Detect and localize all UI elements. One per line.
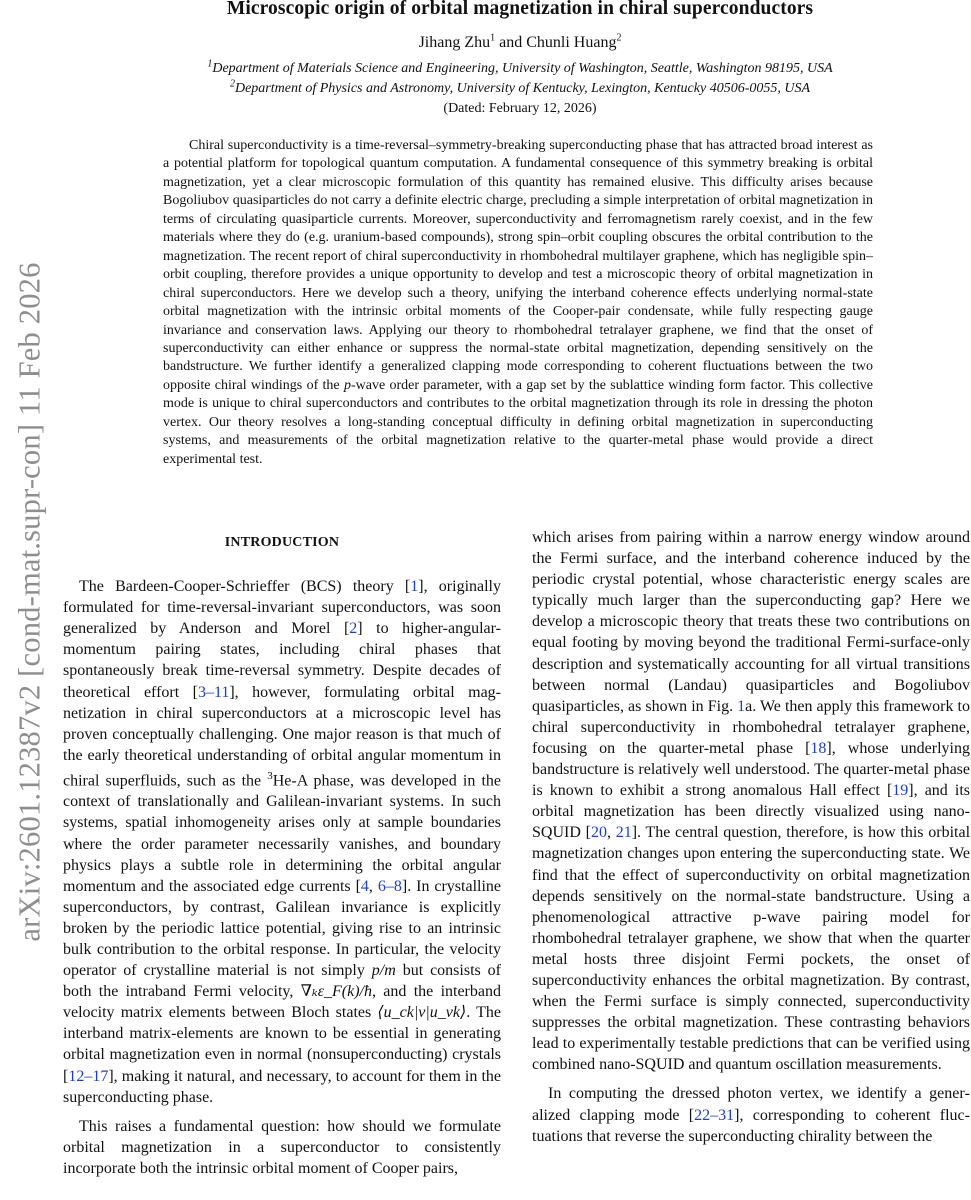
- math-expression: p/m: [371, 962, 396, 980]
- affiliation-marker: 2: [616, 32, 622, 44]
- dated-line: (Dated: February 12, 2026): [443, 101, 597, 116]
- paragraph: [63, 576, 501, 1108]
- affiliation: [80, 79, 960, 99]
- affiliation-marker: 1: [490, 32, 496, 44]
- citation-link[interactable]: 19: [892, 782, 909, 800]
- citation-link[interactable]: 3–11: [197, 683, 230, 701]
- body-text: ], however, formulating orbital magnetization in chiral superconductors at a microscopic level has proven conceptually challenging. One major reason is that much of the early theoretical understanding of orbital angular momentum in chiral superfluids, such as the: [63, 683, 501, 790]
- math-expression: ⟨u_ck|v|u_vk⟩: [377, 1004, 467, 1022]
- affiliation-number: 2: [229, 78, 235, 90]
- citation-link[interactable]: 1: [737, 697, 746, 715]
- pwave-symbol: p: [343, 377, 351, 393]
- citation-link[interactable]: 1: [410, 578, 419, 596]
- body-text: He-A phase, was developed in the context of translationally and Galilean-invariant systems. In such systems, spatial inhomogeneity arises only at sample boundaries where the order parameter necessarily vanishes, and boundary physics plays a subtle role in determining the orbital angular momentum and the associated edge currents [: [63, 772, 501, 895]
- left-column: [63, 530, 501, 1179]
- body-text: ,: [368, 877, 378, 895]
- body-text: This raises a fundamental question: how should we formulate orbital magnetization in a superconductor to consistently incorporate both the intrinsic orbital moment of Cooper pairs,: [63, 1117, 501, 1177]
- body-text: The Bardeen-Cooper-Schrieffer (BCS) theory [: [79, 578, 411, 596]
- paper-title: Microscopic origin of orbital magnetization in chiral superconductors: [226, 0, 814, 19]
- body-text: ], making it natural, and necessary, to account for them in the superconducting phase.: [63, 1067, 501, 1106]
- affiliation-text: Department of Physics and Astronomy, University of Kentucky, Lexington, Kentucky 40506-0055, USA: [234, 81, 811, 96]
- right-column: [532, 527, 970, 1147]
- body-text: . The interband matrix-elements are known to be essential in generating orbital magnetization even in normal (nonsuperconducting) crystals [: [63, 1004, 501, 1085]
- paragraph: [63, 1116, 501, 1179]
- citation-link[interactable]: 6–8: [377, 877, 402, 895]
- citation-link[interactable]: 22–31: [694, 1106, 735, 1124]
- affiliation-text: Department of Materials Science and Engineering, University of Washington, Seattle, Washington 98195, USA: [212, 61, 833, 76]
- author-name: Chunli Huang: [526, 34, 617, 51]
- abstract-text: -wave order parameter, with a gap set by the sublattice winding form factor. This collective mode is unique to chiral superconductors and contributes to the orbital magnetization through its role in dressing the photon vertex. Our theory resolves a long-standing conceptual difficulty in defining orbital magnetization in superconducting systems, and measurements of the orbital magnetization relative to the quarter-metal phase would provide a direct experimental test.: [163, 377, 874, 467]
- abstract: [163, 137, 873, 469]
- citation-link[interactable]: 20: [590, 824, 607, 842]
- affiliation-number: 1: [207, 58, 213, 70]
- arxiv-side-stamp: arXiv:2601.12387v2 [cond-mat.supr-con] 11 Feb 2026: [12, 262, 47, 942]
- body-text: ] to higher-angular-momentum pairing states, including chiral phases that spontaneously break time-reversal symmetry. Despite decades of theoretical effort [: [63, 620, 501, 701]
- body-text: ]. The central question, therefore, is how this orbital magnetization changes upon entering the superconducting state. We find that the effect of superconductivity on orbital magnetization depends sensitively on the normal-state bandstructure. Using a phenomenological attractive p-wave pairing model for rhombohedral tetralayer graphene, we show that when the quarter metal hosts three disjoint Fermi pockets, the onset of superconductivity enhances the orbital magnetization. By contrast, when the Fermi surface is simply connected, superconductivity suppresses the orbital magnetization. These contrasting behaviors lead to experimentally testable predictions that can be verified using combined nano-SQUID and quantum oscillation measurements.: [532, 824, 971, 1074]
- citation-link[interactable]: 2: [349, 620, 358, 638]
- author-list: [80, 34, 960, 52]
- citation-link[interactable]: 18: [810, 739, 827, 757]
- citation-link[interactable]: 12–17: [68, 1067, 109, 1085]
- body-text: ], corresponding to coherent fluctuations that reverse the superconducting chirality between the: [532, 1106, 970, 1145]
- body-text: ], whose underlying bandstructure is relatively well understood. The quarter-metal phase is known to exhibit a strong anomalous Hall effect [: [532, 739, 970, 800]
- body-text: , and the interband velocity matrix elements between Bloch states: [63, 983, 501, 1022]
- math-expression: ∇ₖε_F(k)/ħ: [300, 983, 372, 1001]
- title-block: [80, 0, 960, 119]
- paragraph: [532, 527, 970, 1075]
- author-name: Jihang Zhu: [418, 34, 491, 51]
- body-text: a. We then apply this framework to chiral superconductivity in rhombohedral tetralayer graphene, focusing on the quarter-metal phase [: [532, 697, 971, 757]
- paragraph: [532, 1083, 970, 1146]
- citation-link[interactable]: 4: [360, 877, 369, 895]
- body-text: but consists of both the intraband Fermi velocity,: [63, 962, 501, 1001]
- abstract-text: Chiral superconductivity is a time-reversal–symmetry-breaking superconducting phase that has attracted broad interest as a potential platform for topological quantum computation. A fundamental consequence of this symmetry breaking is orbital magnetization, yet a clear microscopic formulation of this quantity has remained elusive. This difficulty arises because Bogoliubov quasiparticles do not carry a definite electric charge, precluding a simple interpretation of orbital magnetization in terms of circulating quasiparticle currents. Moreover, superconductivity and ferromagnetism rarely coexist, and in the few materials where they do (e.g. uranium-based compounds), strong spin–orbit coupling obscures the orbital contribution to the magnetization. The recent report of chiral superconductivity in rhombohedral multilayer graphene, which has negligible spin–orbit coupling, therefore provides a unique opportunity to develop and test a microscopic theory of orbital magnetization in chiral superconductors. Here we develop such a theory, unifying the interband coherence effects underlying normal-state orbital magnetization with the intrinsic orbital moments of the Cooper-pair condensate, while fully respecting gauge invariance and conservation laws. Applying our theory to rhombohedral tetralayer graphene, we find that the onset of superconductivity can either enhance or suppress the normal-state orbital magnetization, depending sensitively on the bandstructure. We further identify a generalized clapping mode corresponding to coherent fluctuations between the two opposite chiral windings of the: [163, 138, 873, 393]
- author-conjunction: and: [495, 34, 527, 51]
- body-text: ], and its orbital magnetization has been directly visualized using nano-SQUID [: [532, 782, 970, 842]
- body-text: ,: [606, 824, 616, 842]
- superscript: 3: [267, 769, 273, 782]
- body-text: ], originally formulated for time-reversal-invariant superconductors, was soon generalized by Anderson and Morel [: [63, 578, 502, 638]
- affiliation: [80, 59, 960, 79]
- body-text: ]. In crystalline superconductors, by contrast, Galilean invariance is explicitly broken by the periodic lattice potential, giving rise to an intrinsic bulk contribution to the orbital response. In particular, the velocity operator of crystalline material is not simply: [63, 877, 502, 980]
- section-heading-introduction: INTRODUCTION: [224, 535, 340, 550]
- body-text: In computing the dressed photon vertex, we identify a generalized clapping mode [: [532, 1085, 970, 1124]
- body-text: which arises from pairing within a narrow energy window around the Fermi surface, and the interband coherence induced by the periodic crystal potential, whose characteristic energy scales are typically much larger than the superconducting gap? Here we develop a microscopic theory that treats these two contributions on equal footing by moving beyond the traditional Fermi-surface-only description and systematically accounting for all virtual transitions between normal (Landau) quasiparticles and Bogoliubov quasiparticles, as shown in Fig.: [532, 529, 970, 715]
- citation-link[interactable]: 21: [615, 824, 632, 842]
